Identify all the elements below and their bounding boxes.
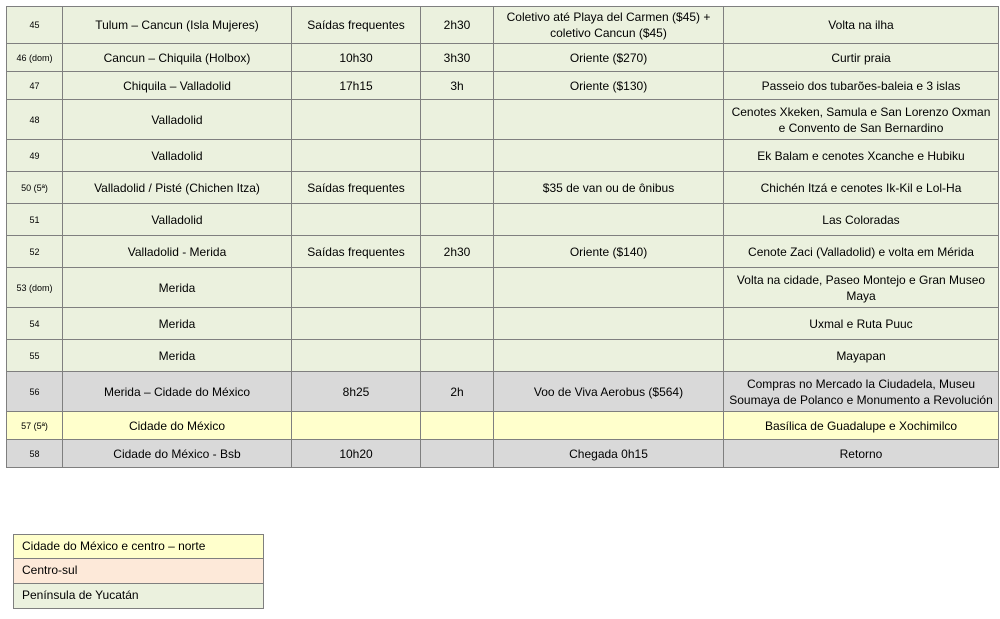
route-cell: Valladolid	[63, 100, 292, 140]
duration-cell	[421, 308, 494, 340]
activities-cell: Cenotes Xkeken, Samula e San Lorenzo Oxman e Convento de San Bernardino	[724, 100, 999, 140]
activities-cell: Passeio dos tubarões-baleia e 3 islas	[724, 72, 999, 100]
duration-cell	[421, 172, 494, 204]
route-cell: Valladolid - Merida	[63, 236, 292, 268]
route-cell: Valladolid / Pisté (Chichen Itza)	[63, 172, 292, 204]
route-cell: Merida	[63, 268, 292, 308]
duration-cell	[421, 412, 494, 440]
legend-item-yucatan: Península de Yucatán	[13, 584, 264, 609]
duration-cell: 2h	[421, 372, 494, 412]
duration-cell: 2h30	[421, 236, 494, 268]
transport-cell	[494, 412, 724, 440]
activities-cell: Curtir praia	[724, 44, 999, 72]
activities-cell: Basílica de Guadalupe e Xochimilco	[724, 412, 999, 440]
transport-cell: Voo de Viva Aerobus ($564)	[494, 372, 724, 412]
table-row	[7, 140, 999, 172]
activities-cell: Volta na cidade, Paseo Montejo e Gran Museo Maya	[724, 268, 999, 308]
transport-cell: Oriente ($130)	[494, 72, 724, 100]
table-row	[7, 7, 999, 44]
departure-cell: 8h25	[292, 372, 421, 412]
transport-cell	[494, 100, 724, 140]
departure-cell	[292, 412, 421, 440]
activities-cell: Retorno	[724, 440, 999, 468]
route-cell: Tulum – Cancun (Isla Mujeres)	[63, 7, 292, 44]
activities-cell: Ek Balam e cenotes Xcanche e Hubiku	[724, 140, 999, 172]
day-cell: 58	[7, 440, 63, 468]
transport-cell	[494, 268, 724, 308]
table-row	[7, 372, 999, 412]
day-cell: 49	[7, 140, 63, 172]
day-cell: 56	[7, 372, 63, 412]
transport-cell: $35 de van ou de ônibus	[494, 172, 724, 204]
duration-cell	[421, 100, 494, 140]
transport-cell: Oriente ($140)	[494, 236, 724, 268]
table-row	[7, 236, 999, 268]
duration-cell	[421, 440, 494, 468]
departure-cell: Saídas frequentes	[292, 236, 421, 268]
day-cell: 45	[7, 7, 63, 44]
day-cell: 48	[7, 100, 63, 140]
table-row	[7, 72, 999, 100]
day-cell: 51	[7, 204, 63, 236]
route-cell: Merida	[63, 340, 292, 372]
route-cell: Cidade do México	[63, 412, 292, 440]
transport-cell: Oriente ($270)	[494, 44, 724, 72]
route-cell: Cancun – Chiquila (Holbox)	[63, 44, 292, 72]
legend-item-south: Centro-sul	[13, 559, 264, 584]
day-cell: 53 (dom)	[7, 268, 63, 308]
transport-cell: Chegada 0h15	[494, 440, 724, 468]
day-cell: 52	[7, 236, 63, 268]
table-row	[7, 412, 999, 440]
table-row	[7, 440, 999, 468]
day-cell: 55	[7, 340, 63, 372]
route-cell: Chiquila – Valladolid	[63, 72, 292, 100]
activities-cell: Mayapan	[724, 340, 999, 372]
activities-cell: Cenote Zaci (Valladolid) e volta em Mérida	[724, 236, 999, 268]
table-row	[7, 204, 999, 236]
day-cell: 46 (dom)	[7, 44, 63, 72]
table-row	[7, 172, 999, 204]
table-row	[7, 44, 999, 72]
duration-cell	[421, 140, 494, 172]
departure-cell	[292, 204, 421, 236]
itinerary-table	[6, 6, 999, 468]
departure-cell: Saídas frequentes	[292, 7, 421, 44]
day-cell: 57 (5ª)	[7, 412, 63, 440]
departure-cell: 10h20	[292, 440, 421, 468]
region-legend	[13, 534, 264, 609]
activities-cell: Volta na ilha	[724, 7, 999, 44]
departure-cell	[292, 100, 421, 140]
table-row	[7, 308, 999, 340]
departure-cell	[292, 268, 421, 308]
duration-cell	[421, 204, 494, 236]
duration-cell	[421, 340, 494, 372]
day-cell: 47	[7, 72, 63, 100]
route-cell: Cidade do México - Bsb	[63, 440, 292, 468]
route-cell: Merida – Cidade do México	[63, 372, 292, 412]
duration-cell: 2h30	[421, 7, 494, 44]
day-cell: 54	[7, 308, 63, 340]
route-cell: Merida	[63, 308, 292, 340]
route-cell: Valladolid	[63, 140, 292, 172]
activities-cell: Compras no Mercado la Ciudadela, Museu Soumaya de Polanco e Monumento a Revolución	[724, 372, 999, 412]
table-row	[7, 340, 999, 372]
departure-cell	[292, 140, 421, 172]
legend-item-north: Cidade do México e centro – norte	[13, 534, 264, 559]
transport-cell	[494, 140, 724, 172]
departure-cell: 10h30	[292, 44, 421, 72]
route-cell: Valladolid	[63, 204, 292, 236]
activities-cell: Chichén Itzá e cenotes Ik-Kil e Lol-Ha	[724, 172, 999, 204]
departure-cell	[292, 308, 421, 340]
table-row	[7, 100, 999, 140]
departure-cell: 17h15	[292, 72, 421, 100]
duration-cell: 3h	[421, 72, 494, 100]
transport-cell	[494, 204, 724, 236]
duration-cell: 3h30	[421, 44, 494, 72]
table-row	[7, 268, 999, 308]
transport-cell	[494, 340, 724, 372]
duration-cell	[421, 268, 494, 308]
departure-cell	[292, 340, 421, 372]
activities-cell: Las Coloradas	[724, 204, 999, 236]
day-cell: 50 (5ª)	[7, 172, 63, 204]
departure-cell: Saídas frequentes	[292, 172, 421, 204]
activities-cell: Uxmal e Ruta Puuc	[724, 308, 999, 340]
transport-cell: Coletivo até Playa del Carmen ($45) + coletivo Cancun ($45)	[494, 7, 724, 44]
transport-cell	[494, 308, 724, 340]
